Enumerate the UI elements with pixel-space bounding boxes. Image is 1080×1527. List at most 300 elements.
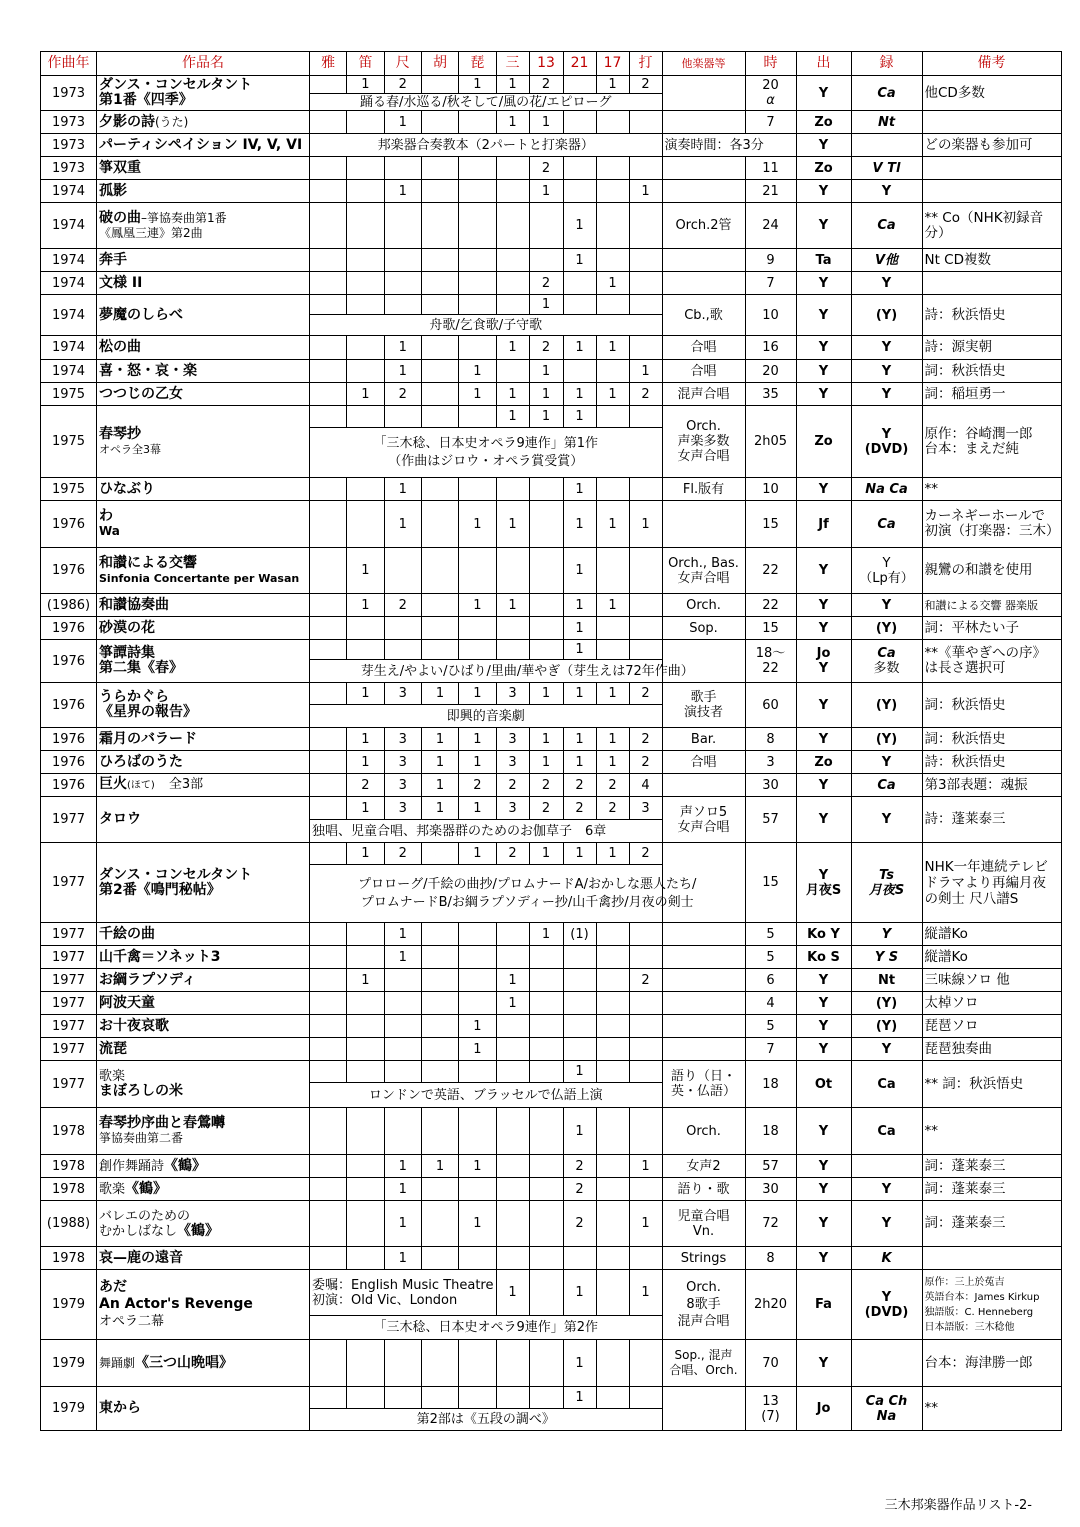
- table-row: [41, 134, 1062, 157]
- table-cell: 1: [384, 923, 421, 946]
- table-cell: [310, 1061, 347, 1083]
- table-cell: 1978: [41, 1108, 97, 1155]
- table-cell: [922, 111, 1061, 134]
- table-cell: 3: [629, 797, 662, 820]
- table-cell: [310, 843, 347, 865]
- table-cell: [496, 1038, 529, 1061]
- table-cell: 流琵: [97, 1038, 310, 1061]
- table-cell: [662, 249, 745, 272]
- table-cell: Sop.: [662, 617, 745, 640]
- movements: ロンドンで英語、ブラッセルで仏語上演: [310, 1083, 663, 1108]
- table-cell: 混声合唱: [662, 383, 745, 406]
- table-cell: 1: [563, 478, 596, 501]
- table-cell: お十夜哀歌: [97, 1015, 310, 1038]
- table-cell: 2: [496, 843, 529, 865]
- table-cell: Ot: [796, 1061, 851, 1108]
- table-cell: 1: [421, 683, 458, 705]
- table-cell: 2: [629, 751, 662, 774]
- table-cell: 1979: [41, 1270, 97, 1340]
- table-cell: 詞：蓬莱泰三: [922, 1178, 1061, 1201]
- table-cell: [384, 1061, 421, 1083]
- table-cell: 1975: [41, 406, 97, 478]
- table-cell: 1: [629, 1270, 662, 1316]
- table-cell: つつじの乙女: [97, 383, 310, 406]
- table-cell: [662, 111, 745, 134]
- table-cell: 1: [596, 683, 629, 705]
- table-cell: Bar.: [662, 728, 745, 751]
- table-cell: [662, 272, 745, 295]
- table-cell: 1: [563, 843, 596, 865]
- table-cell: 1: [563, 728, 596, 751]
- col-da: 打: [629, 52, 662, 76]
- table-cell: 1979: [41, 1340, 97, 1387]
- col-title: 作品名: [97, 52, 310, 76]
- table-row: [41, 683, 1062, 705]
- table-cell: [629, 249, 662, 272]
- table-cell: [596, 249, 629, 272]
- table-cell: 18: [745, 1108, 796, 1155]
- table-row: [41, 501, 1062, 548]
- table-cell: [459, 548, 496, 594]
- table-cell: 1: [563, 683, 596, 705]
- table-cell: [347, 1155, 384, 1178]
- table-cell: 1977: [41, 1061, 97, 1108]
- table-cell: [922, 1247, 1061, 1270]
- col-pub: 出: [796, 52, 851, 76]
- table-cell: 詞：秋浜悟史: [922, 728, 1061, 751]
- table-cell: [629, 1061, 662, 1083]
- table-cell: [347, 360, 384, 383]
- table-cell: [459, 640, 496, 660]
- table-cell: 春琴抄序曲と春鶯囀 箏協奏曲第二番: [97, 1108, 310, 1155]
- table-row: [41, 272, 1062, 295]
- table-cell: 委嘱：English Music Theatre 初演：Old Vic、London: [310, 1270, 497, 1316]
- table-cell: 2h20: [745, 1270, 796, 1340]
- col-biwa: 琵: [459, 52, 496, 76]
- table-cell: Na Ca: [851, 478, 922, 501]
- table-cell: 千絵の曲: [97, 923, 310, 946]
- table-row: [41, 728, 1062, 751]
- table-cell: [459, 969, 496, 992]
- table-cell: 3: [384, 683, 421, 705]
- table-cell: [596, 157, 629, 180]
- table-cell: [529, 1387, 563, 1409]
- table-cell: 1974: [41, 249, 97, 272]
- table-cell: [629, 640, 662, 660]
- table-cell: 語り（日・ 英・仏語）: [662, 1061, 745, 1108]
- table-cell: [310, 336, 347, 360]
- works-table: [40, 51, 1062, 1431]
- table-cell: Zo: [796, 111, 851, 134]
- table-cell: 2: [496, 774, 529, 797]
- table-cell: [421, 383, 458, 406]
- table-cell: [459, 923, 496, 946]
- table-cell: 1: [384, 1201, 421, 1247]
- table-cell: Strings: [662, 1247, 745, 1270]
- table-cell: 1: [347, 751, 384, 774]
- table-cell: 1: [459, 751, 496, 774]
- table-cell: 2: [563, 1178, 596, 1201]
- table-cell: 演奏時間：各3分: [662, 134, 796, 157]
- table-cell: 3: [745, 751, 796, 774]
- table-cell: 1979: [41, 1387, 97, 1431]
- table-cell: 16: [745, 336, 796, 360]
- table-cell: [596, 1061, 629, 1083]
- table-cell: [310, 1201, 347, 1247]
- table-cell: 1: [384, 1247, 421, 1270]
- table-cell: 和讃による交響 Sinfonia Concertante per Wasan: [97, 548, 310, 594]
- table-cell: [596, 1270, 629, 1316]
- table-cell: [347, 1015, 384, 1038]
- table-cell: [662, 946, 745, 969]
- table-cell: Orch.: [662, 1108, 745, 1155]
- table-cell: Orch., Bas. 女声合唱: [662, 548, 745, 594]
- table-cell: 1: [529, 383, 563, 406]
- table-cell: 1: [384, 478, 421, 501]
- table-cell: 1: [459, 1015, 496, 1038]
- table-cell: ダンス・コンセルタント 第2番《鳴門秘帖》: [97, 843, 310, 923]
- table-cell: [529, 1247, 563, 1270]
- page-footer: 三木邦楽器作品リスト-2-: [884, 1498, 1032, 1513]
- table-cell: 1: [563, 336, 596, 360]
- table-cell: 第3部表題：魂振: [922, 774, 1061, 797]
- table-row: [41, 203, 1062, 249]
- table-cell: 1: [421, 1155, 458, 1178]
- table-cell: 1: [496, 501, 529, 548]
- table-cell: 1: [563, 203, 596, 249]
- table-cell: [421, 548, 458, 594]
- table-cell: 詞：秋浜悟史: [922, 683, 1061, 728]
- table-cell: [459, 295, 496, 315]
- table-cell: 歌手 演技者: [662, 683, 745, 728]
- table-cell: 原作：三上於菟吉 英語台本：James Kirkup 独語版：C. Henneberg 日本語版：三木稔他: [922, 1270, 1061, 1340]
- table-row: [41, 751, 1062, 774]
- table-cell: [310, 249, 347, 272]
- table-cell: [629, 203, 662, 249]
- table-cell: [563, 111, 596, 134]
- table-row: [41, 180, 1062, 203]
- table-cell: 2: [629, 683, 662, 705]
- table-cell: [310, 295, 347, 315]
- table-row: [41, 1061, 1062, 1083]
- table-cell: [596, 203, 629, 249]
- col-ga: 雅: [310, 52, 347, 76]
- table-cell: [384, 1387, 421, 1409]
- table-cell: Zo: [796, 157, 851, 180]
- table-cell: 1: [421, 728, 458, 751]
- table-row: [41, 923, 1062, 946]
- table-cell: 15: [745, 843, 796, 923]
- table-cell: 創作舞踊詩《鶴》: [97, 1155, 310, 1178]
- table-cell: 1: [459, 1201, 496, 1247]
- table-cell: 1: [529, 295, 563, 315]
- table-cell: [596, 923, 629, 946]
- table-cell: [563, 946, 596, 969]
- table-cell: 三味線ソロ 他: [922, 969, 1061, 992]
- table-cell: [384, 969, 421, 992]
- table-cell: 1: [496, 76, 529, 94]
- table-cell: 1: [384, 360, 421, 383]
- table-cell: 歌楽 まぼろしの米: [97, 1061, 310, 1108]
- table-cell: 1: [563, 1108, 596, 1155]
- table-cell: [310, 360, 347, 383]
- table-cell: 1: [563, 406, 596, 428]
- table-cell: [529, 1038, 563, 1061]
- table-cell: [421, 249, 458, 272]
- table-cell: Y: [851, 594, 922, 617]
- table-cell: 4: [745, 992, 796, 1015]
- table-cell: 30: [745, 1178, 796, 1201]
- table-cell: 1: [347, 594, 384, 617]
- table-cell: 1: [459, 76, 496, 94]
- table-cell: 1: [496, 383, 529, 406]
- table-cell: [563, 1015, 596, 1038]
- table-cell: 1: [459, 683, 496, 705]
- table-cell: Y: [796, 76, 851, 111]
- table-cell: あだ An Actor's Revenge オペラ二幕: [97, 1270, 310, 1340]
- table-cell: **: [922, 1108, 1061, 1155]
- table-cell: Y: [796, 992, 851, 1015]
- table-cell: [347, 157, 384, 180]
- table-cell: [596, 406, 629, 428]
- table-cell: 1: [496, 111, 529, 134]
- table-cell: [459, 111, 496, 134]
- table-cell: 1974: [41, 272, 97, 295]
- table-cell: [310, 272, 347, 295]
- table-cell: [596, 617, 629, 640]
- table-cell: 30: [745, 774, 796, 797]
- table-row: [41, 1270, 1062, 1316]
- col-shaku: 尺: [384, 52, 421, 76]
- table-cell: Y: [851, 1178, 922, 1201]
- col-year: 作曲年: [41, 52, 97, 76]
- table-cell: 1978: [41, 1247, 97, 1270]
- table-cell: 15: [745, 617, 796, 640]
- table-cell: Y: [851, 383, 922, 406]
- table-cell: Orch. 声楽多数 女声合唱: [662, 406, 745, 478]
- table-cell: [662, 180, 745, 203]
- table-cell: 2h05: [745, 406, 796, 478]
- table-cell: [347, 640, 384, 660]
- table-cell: 8: [745, 1247, 796, 1270]
- table-cell: 60: [745, 683, 796, 728]
- table-cell: 1: [459, 728, 496, 751]
- table-cell: [563, 76, 596, 94]
- table-cell: [347, 1108, 384, 1155]
- table-row: [41, 969, 1062, 992]
- table-cell: 1977: [41, 797, 97, 843]
- table-cell: [662, 76, 745, 111]
- table-cell: どの楽器も参加可: [922, 134, 1061, 157]
- table-cell: タロウ: [97, 797, 310, 843]
- table-cell: 2: [563, 774, 596, 797]
- col-ko: 胡: [421, 52, 458, 76]
- table-cell: 文様 II: [97, 272, 310, 295]
- table-cell: 1: [384, 946, 421, 969]
- table-cell: [851, 1155, 922, 1178]
- table-cell: [310, 1178, 347, 1201]
- table-cell: [459, 1178, 496, 1201]
- table-cell: [347, 180, 384, 203]
- table-cell: [459, 157, 496, 180]
- table-cell: [662, 1015, 745, 1038]
- table-cell: 台本：海津勝一郎: [922, 1340, 1061, 1387]
- table-cell: [310, 1155, 347, 1178]
- table-cell: 1: [421, 751, 458, 774]
- table-cell: ** Co（NHK初録音分）: [922, 203, 1061, 249]
- table-cell: 1: [563, 1387, 596, 1409]
- table-cell: 原作：谷崎潤一郎 台本：まえだ純: [922, 406, 1061, 478]
- table-cell: [421, 406, 458, 428]
- table-cell: [629, 336, 662, 360]
- table-cell: 邦楽器合奏教本（2パートと打楽器）: [310, 134, 663, 157]
- table-cell: [347, 617, 384, 640]
- table-cell: [596, 1247, 629, 1270]
- table-cell: 詩：源実朝: [922, 336, 1061, 360]
- table-cell: [384, 1015, 421, 1038]
- table-cell: Y: [851, 797, 922, 843]
- table-cell: 松の曲: [97, 336, 310, 360]
- table-cell: 2: [459, 774, 496, 797]
- table-cell: [596, 295, 629, 315]
- table-cell: Y: [796, 1201, 851, 1247]
- table-cell: (Y): [851, 617, 922, 640]
- table-row: [41, 1155, 1062, 1178]
- table-cell: 1: [563, 501, 596, 548]
- table-cell: [310, 774, 347, 797]
- table-cell: ひなぶり: [97, 478, 310, 501]
- table-cell: 3: [496, 797, 529, 820]
- table-cell: 1976: [41, 548, 97, 594]
- table-cell: [459, 180, 496, 203]
- table-cell: [529, 640, 563, 660]
- table-cell: 1: [629, 180, 662, 203]
- table-cell: [529, 594, 563, 617]
- table-row: [41, 1178, 1062, 1201]
- table-cell: 7: [745, 1038, 796, 1061]
- table-cell: [310, 640, 347, 660]
- table-cell: Y: [851, 1201, 922, 1247]
- table-cell: 3: [496, 683, 529, 705]
- table-cell: [421, 946, 458, 969]
- table-cell: [347, 946, 384, 969]
- table-cell: [421, 969, 458, 992]
- table-cell: 1976: [41, 751, 97, 774]
- table-cell: 1: [596, 843, 629, 865]
- table-cell: **: [922, 478, 1061, 501]
- movements: 「三木稔、日本史オペラ9連作」第2作: [310, 1316, 663, 1340]
- table-cell: (1): [563, 923, 596, 946]
- table-cell: Y: [796, 203, 851, 249]
- table-cell: 2: [563, 1155, 596, 1178]
- table-cell: 1977: [41, 1015, 97, 1038]
- table-cell: Y （Lp有）: [851, 548, 922, 594]
- table-cell: [347, 1247, 384, 1270]
- table-cell: [347, 249, 384, 272]
- table-cell: [596, 548, 629, 594]
- table-row: [41, 111, 1062, 134]
- table-cell: [496, 1201, 529, 1247]
- movements: 「三木稔、日本史オペラ9連作」第1作 （作曲はジロウ・オペラ賞受賞）: [310, 428, 663, 478]
- table-cell: わ Wa: [97, 501, 310, 548]
- table-cell: [310, 751, 347, 774]
- table-cell: 1: [629, 501, 662, 548]
- table-cell: [496, 1108, 529, 1155]
- table-cell: Y: [851, 180, 922, 203]
- table-cell: Ca: [851, 203, 922, 249]
- table-cell: Y: [796, 617, 851, 640]
- table-cell: [529, 617, 563, 640]
- table-cell: 1: [529, 923, 563, 946]
- table-cell: 2: [384, 76, 421, 94]
- table-cell: NHK一年連続テレビドラマより再編月夜の剣士 尺八譜S: [922, 843, 1061, 923]
- table-cell: [496, 295, 529, 315]
- movements: 第2部は《五段の調べ》: [310, 1409, 663, 1431]
- table-cell: [310, 728, 347, 751]
- table-cell: [384, 1038, 421, 1061]
- title: ダンス・コンセルタント 第1番《四季》: [97, 76, 310, 111]
- table-cell: 1: [563, 594, 596, 617]
- table-cell: 2: [347, 774, 384, 797]
- table-cell: [496, 203, 529, 249]
- header-row: [41, 52, 1062, 76]
- table-cell: 詩：蓬莱泰三: [922, 797, 1061, 843]
- table-cell: 奔手: [97, 249, 310, 272]
- table-cell: [529, 1108, 563, 1155]
- table-cell: [496, 640, 529, 660]
- table-cell: 1977: [41, 843, 97, 923]
- table-cell: 1: [596, 336, 629, 360]
- table-cell: [629, 406, 662, 428]
- table-cell: 1977: [41, 946, 97, 969]
- table-cell: [563, 969, 596, 992]
- table-cell: [629, 548, 662, 594]
- table-cell: 22: [745, 548, 796, 594]
- table-cell: Y: [796, 272, 851, 295]
- table-cell: Y: [796, 797, 851, 843]
- table-cell: [662, 157, 745, 180]
- table-cell: [384, 295, 421, 315]
- col-13: 13: [529, 52, 563, 76]
- table-cell: 1: [347, 76, 384, 94]
- table-cell: [662, 969, 745, 992]
- table-cell: [851, 134, 922, 157]
- col-21: 21: [563, 52, 596, 76]
- table-cell: [629, 157, 662, 180]
- table-cell: 1: [529, 360, 563, 383]
- table-cell: 哀—鹿の遠音: [97, 1247, 310, 1270]
- table-cell: [563, 295, 596, 315]
- table-cell: [310, 203, 347, 249]
- table-cell: 1: [347, 383, 384, 406]
- table-cell: [421, 111, 458, 134]
- table-cell: 1: [459, 1155, 496, 1178]
- table-cell: Nt: [851, 969, 922, 992]
- table-cell: [347, 111, 384, 134]
- table-cell: 1: [347, 548, 384, 594]
- table-cell: [629, 1038, 662, 1061]
- table-cell: 1977: [41, 992, 97, 1015]
- table-cell: [596, 1387, 629, 1409]
- table-cell: 1974: [41, 295, 97, 336]
- table-cell: [459, 1061, 496, 1083]
- table-cell: [629, 1108, 662, 1155]
- table-cell: [421, 1061, 458, 1083]
- table-cell: [496, 1340, 529, 1387]
- table-cell: [421, 923, 458, 946]
- table-cell: 1: [347, 969, 384, 992]
- table-row: [41, 1201, 1062, 1247]
